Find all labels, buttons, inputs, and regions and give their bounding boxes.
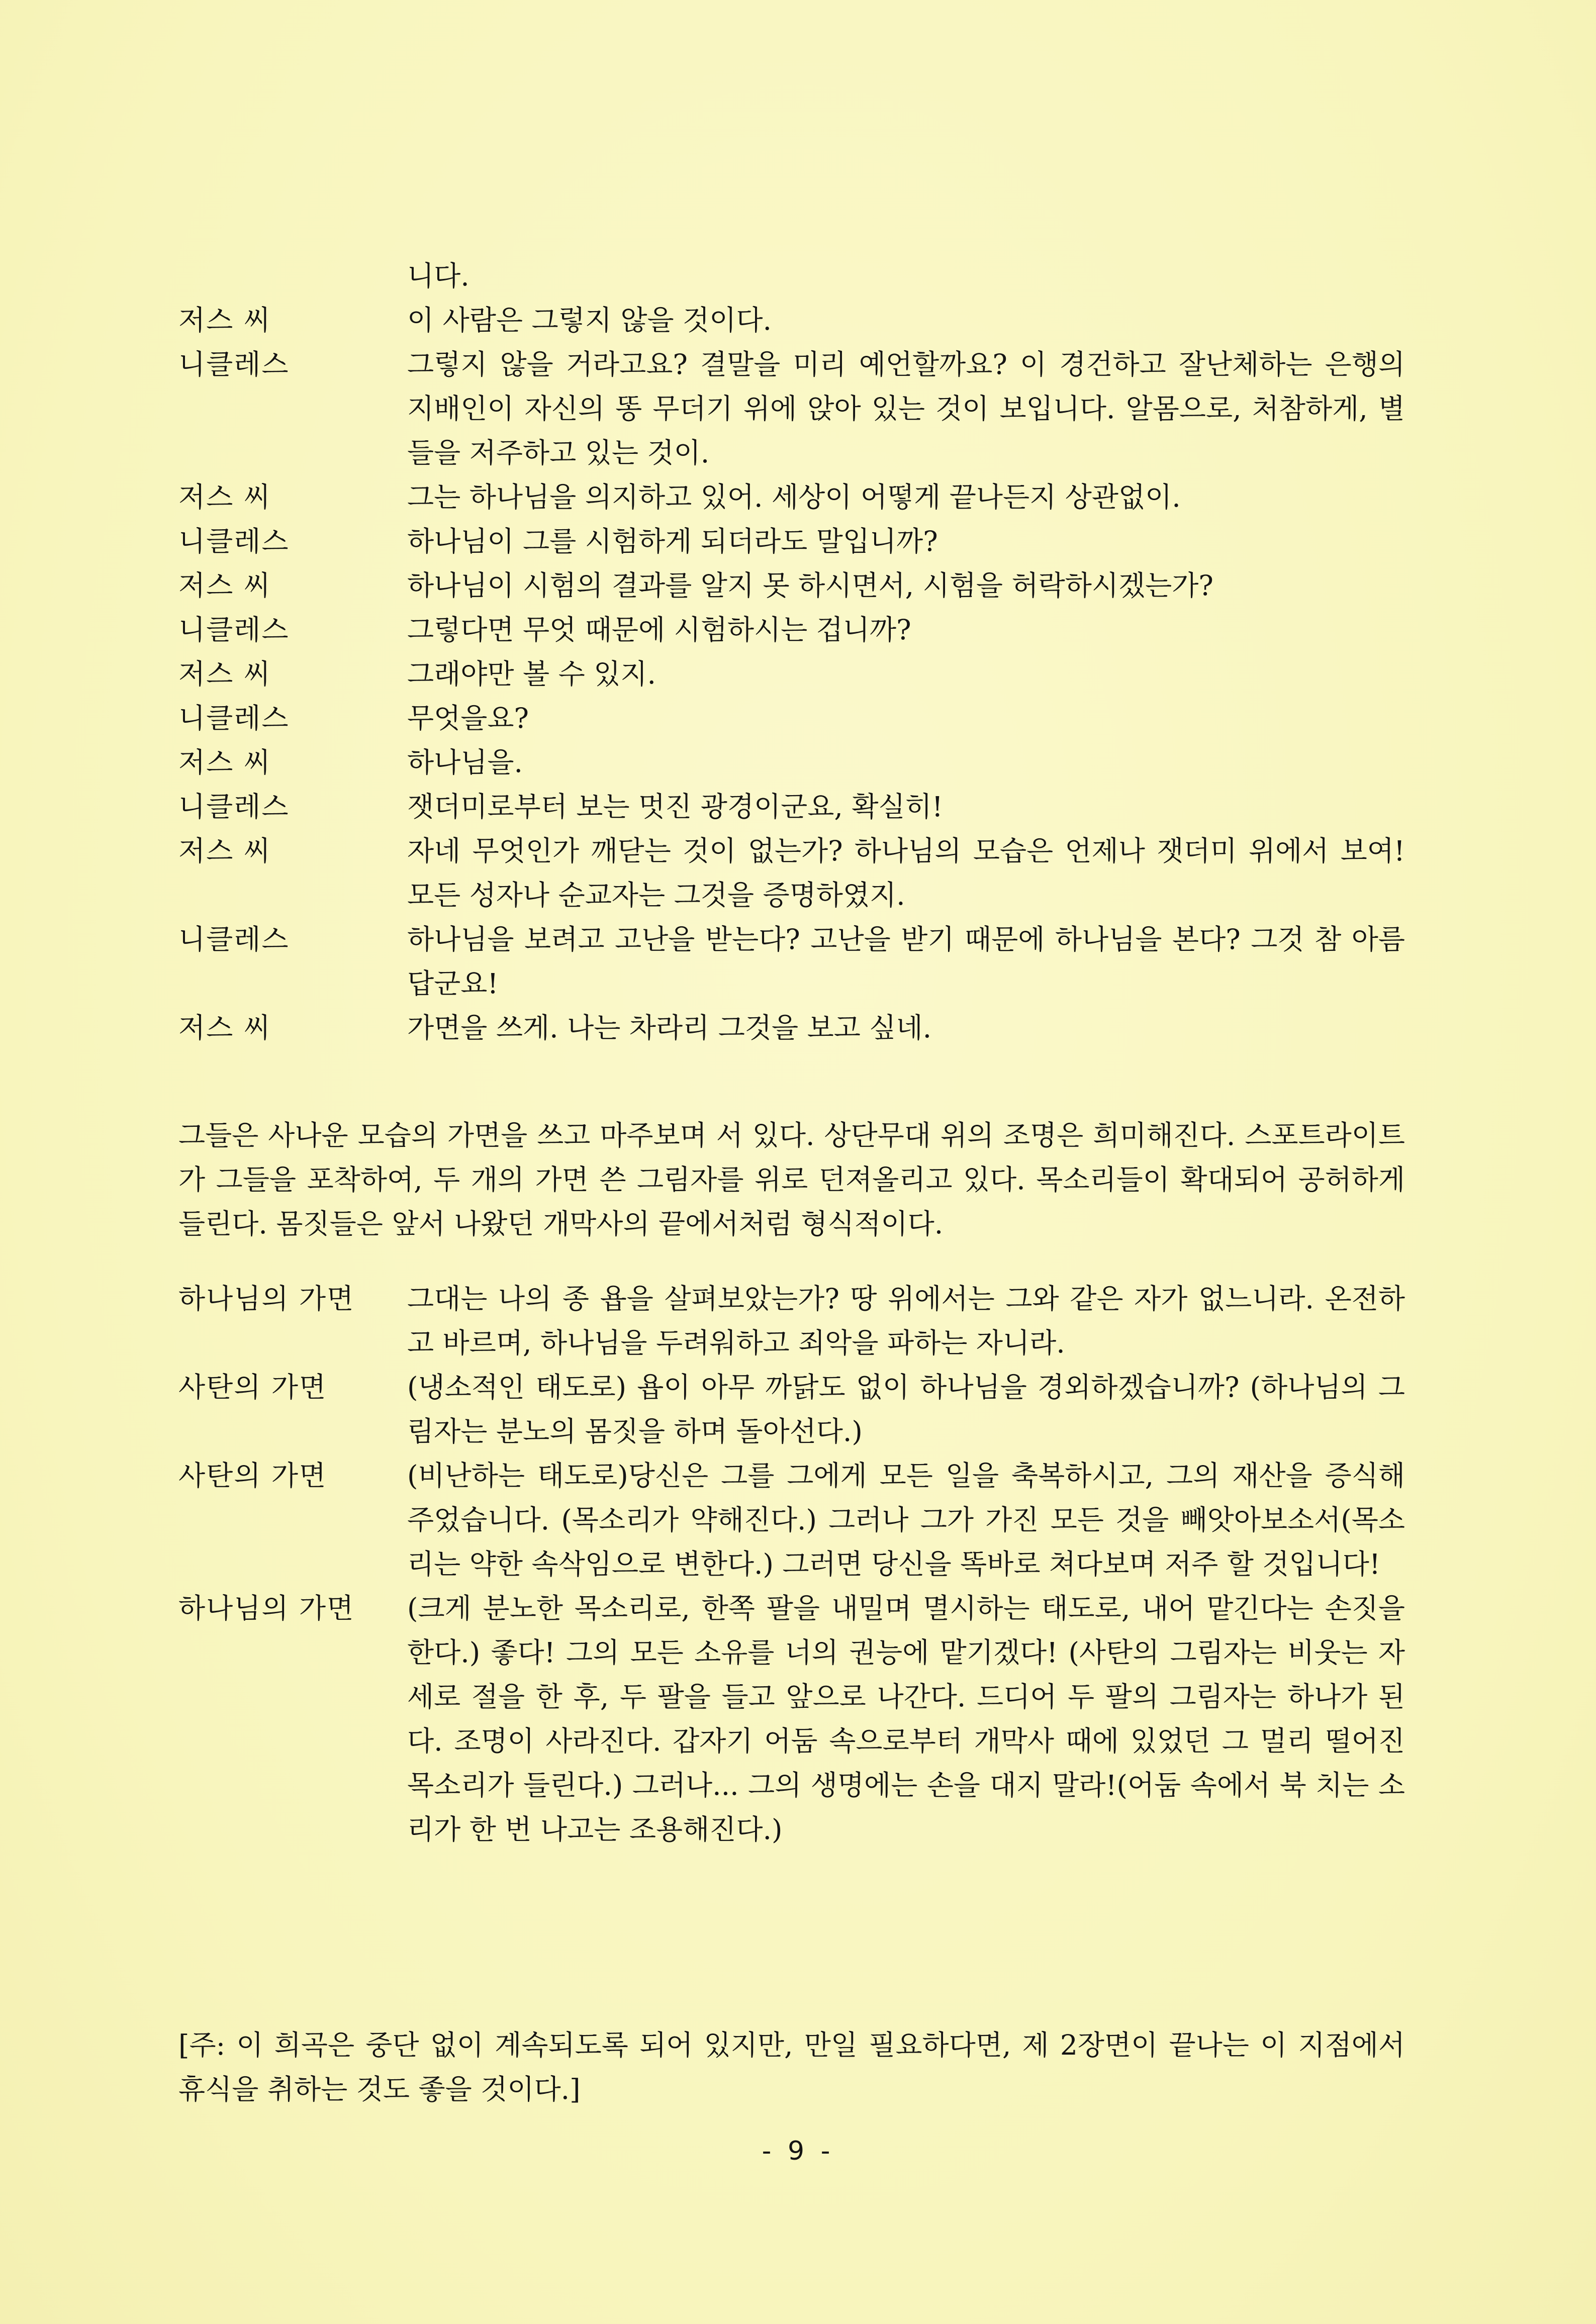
speech-text: 하나님을 보려고 고난을 받는다? 고난을 받기 때문에 하나님을 본다? 그것 참 아름답군요!: [407, 923, 1405, 1000]
dialogue-line: [178, 829, 1405, 917]
dialogue-line: [178, 652, 1405, 696]
dialogue-line: [178, 519, 1405, 563]
speaker-name: 니클레스: [178, 702, 290, 734]
speech-text: (냉소적인 태도로) 욥이 아무 까닭도 없이 하나님을 경외하겠습니까? (하나님의 그림자는 분노의 몸짓을 하며 돌아선다.): [407, 1371, 1405, 1447]
speech-text: 그렇지 않을 거라고요? 결말을 미리 예언할까요? 이 경건하고 잘난체하는 은행의 지배인이 자신의 똥 무더기 위에 앉아 있는 것이 보입니다. 알몸으로, 처참하게, 별들을 저주하고 있는 것이.: [407, 348, 1405, 469]
page-number: - 9 -: [762, 2136, 834, 2166]
speech-text: 그는 하나님을 의지하고 있어. 세상이 어떻게 끝나든지 상관없이.: [407, 481, 1181, 513]
speech-text: 무엇을요?: [407, 702, 529, 734]
speaker-name: 니클레스: [178, 525, 290, 557]
speaker-name: 저스 씨: [178, 304, 271, 336]
dialogue-line: [178, 1454, 1405, 1586]
speech-text: (비난하는 태도로)당신은 그를 그에게 모든 일을 축복하시고, 그의 재산을 증식해 주었습니다. (목소리가 약해진다.) 그러나 그가 가진 모든 것을 빼앗아보소서(목소리는 약한 속삭임으로 변한다.) 그러면 당신을 똑바로 쳐다보며 저주 할 것입니다!: [407, 1460, 1405, 1580]
speaker-name: 하나님의 가면: [178, 1592, 355, 1624]
speaker-name: 저스 씨: [178, 481, 271, 513]
speech-text: 자네 무엇인가 깨닫는 것이 없는가? 하나님의 모습은 언제나 잿더미 위에서 보여! 모든 성자나 순교자는 그것을 증명하였지.: [407, 835, 1405, 911]
editor-note: [주: 이 희곡은 중단 없이 계속되도록 되어 있지만, 만일 필요하다면, 제 2장면이 끝나는 이 지점에서 휴식을 취하는 것도 좋을 것이다.]: [178, 2029, 1405, 2105]
speaker-name: 저스 씨: [178, 1012, 271, 1044]
speaker-name: 사탄의 가면: [178, 1371, 327, 1403]
speech-text: 그래야만 볼 수 있지.: [407, 658, 656, 690]
dialogue-line: [178, 1365, 1405, 1454]
dialogue-line: [178, 785, 1405, 829]
dialogue-line: [178, 1006, 1405, 1050]
dialogue-line: [178, 298, 1405, 342]
dialogue-line: [178, 740, 1405, 785]
speech-text: 니다.: [407, 260, 470, 292]
speaker-name: 사탄의 가면: [178, 1460, 327, 1492]
speech-text: 하나님이 시험의 결과를 알지 못 하시면서, 시험을 허락하시겠는가?: [407, 569, 1213, 602]
dialogue-line: [178, 254, 1405, 298]
speaker-name: 저스 씨: [178, 658, 271, 690]
speech-text: 그대는 나의 종 욥을 살펴보았는가? 땅 위에서는 그와 같은 자가 없느니라. 온전하고 바르며, 하나님을 두려워하고 죄악을 파하는 자니라.: [407, 1283, 1405, 1359]
speaker-name: 하나님의 가면: [178, 1283, 355, 1315]
dialogue-line: [178, 1277, 1405, 1365]
speech-text: 잿더미로부터 보는 멋진 광경이군요, 확실히!: [407, 791, 943, 823]
speaker-name: 저스 씨: [178, 569, 271, 602]
speaker-name: 니클레스: [178, 348, 290, 380]
speech-text: 이 사람은 그렇지 않을 것이다.: [407, 304, 772, 336]
speaker-name: 저스 씨: [178, 835, 271, 867]
speech-text: (크게 분노한 목소리로, 한쪽 팔을 내밀며 멸시하는 태도로, 내어 맡긴다는 손짓을 한다.) 좋다! 그의 모든 소유를 너의 권능에 맡기겠다! (사탄의 그림자는 비웃는 자세로 절을 한 후, 두 팔을 들고 앞으로 나간다. 드디어 두 팔의 그림자는 하나가 된다. 조명이 사라진다. 갑자기 어둠 속으로부터 개막사 때에 있었던 그 멀리 떨어진 목소리가 들린다.) 그러나... 그의 생명에는 손을 대지 말라!(어둠 속에서 북 치는 소리가 한 번 나고는 조용해진다.): [407, 1592, 1405, 1846]
speech-text: 하나님을.: [407, 746, 523, 779]
speaker-name: 니클레스: [178, 923, 290, 955]
dialogue-line: [178, 342, 1405, 475]
dialogue-line: [178, 475, 1405, 519]
dialogue-line: [178, 696, 1405, 740]
speaker-name: 니클레스: [178, 791, 290, 823]
speech-text: 하나님이 그를 시험하게 되더라도 말입니까?: [407, 525, 938, 557]
dialogue-line: [178, 563, 1405, 608]
speech-text: 가면을 쓰게. 나는 차라리 그것을 보고 싶네.: [407, 1012, 932, 1044]
dialogue-block: [178, 254, 1405, 1050]
stage-direction: 그들은 사나운 모습의 가면을 쓰고 마주보며 서 있다. 상단무대 위의 조명은 희미해진다. 스포트라이트가 그들을 포착하여, 두 개의 가면 쓴 그림자를 위로 던져올리고 있다. 목소리들이 확대되어 공허하게 들린다. 몸짓들은 앞서 나왔던 개막사의 끝에서처럼 형식적이다.: [178, 1119, 1405, 1240]
mask-dialogue-block: [178, 1277, 1405, 1852]
dialogue-line: [178, 917, 1405, 1006]
speaker-name: 니클레스: [178, 614, 290, 646]
dialogue-line: [178, 1586, 1405, 1852]
speaker-name: 저스 씨: [178, 746, 271, 779]
dialogue-line: [178, 608, 1405, 652]
speech-text: 그렇다면 무엇 때문에 시험하시는 겁니까?: [407, 614, 911, 646]
